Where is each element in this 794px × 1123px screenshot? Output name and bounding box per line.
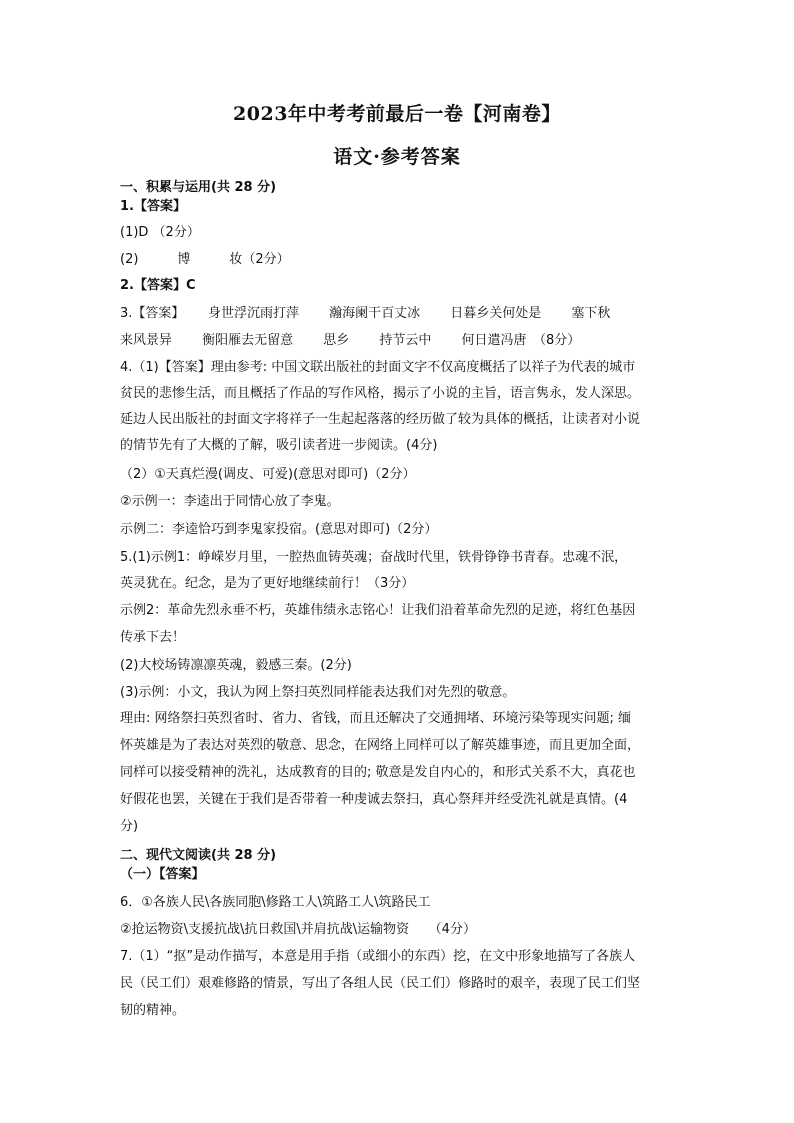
- answer-line: 民（民工们）艰难修路的情景，写出了各组人民（民工们）修路时的艰辛，表现了民工们坚: [120, 976, 641, 991]
- document-subtitle: 语文·参考答案: [333, 146, 461, 168]
- answer-line: 示例二：李逵恰巧到李鬼家投宿。(意思对即可)（2分）: [120, 522, 438, 537]
- document-title: 2023年中考考前最后一卷【河南卷】: [233, 103, 561, 125]
- answer-line: (1)D （2分）: [120, 225, 200, 240]
- answer-line: 韧的精神。: [120, 1003, 186, 1018]
- answer-label: 1.【答案】: [120, 199, 186, 214]
- answer-line: 3.【答案】 身世浮沉雨打萍 瀚海阑干百丈冰 日暮乡关何处是 塞下秋: [120, 306, 611, 321]
- answer-line: 同样可以接受精神的洗礼，达成教育的目的; 敬意是发自内心的，和形式关系不大，真花也: [120, 765, 636, 780]
- answer-line: 来风景异 衡阳雁去无留意 思乡 持节云中 何日遣冯唐 （8分）: [120, 333, 581, 348]
- answer-line: 示例2：革命先烈永垂不朽，英雄伟绩永志铭心！让我们沿着革命先烈的足迹，将红色基因: [120, 603, 636, 618]
- answer-line: 延边人民出版社的封面文字将祥子一生起起落落的经历做了较为具体的概括，让读者对小说: [120, 412, 641, 427]
- answer-line: 怀英雄是为了表达对英烈的敬意、思念，在网络上同样可以了解英雄事迹，而且更加全面，: [120, 738, 641, 753]
- answer-label: （一）【答案】: [120, 867, 205, 882]
- answer-line: (2) 博 妆（2分）: [120, 252, 290, 267]
- answer-line: 5.(1)示例1：峥嵘岁月里，一腔热血铸英魂；奋战时代里，铁骨铮铮书青春。忠魂不泯，: [120, 550, 628, 565]
- answer-line: 贫民的悲惨生活，而且概括了作品的写作风格，揭示了小说的主旨，语言隽永，发人深思。: [120, 386, 641, 401]
- answer-line: 传承下去！: [120, 630, 186, 645]
- answer-line: 6．①各族人民\各族同胞\修路工人\筑路工人\筑路民工: [120, 895, 431, 910]
- answer-line: 理由: 网络祭扫英烈省时、省力、省钱，而且还解决了交通拥堵、环境污染等现实问题; 缅: [120, 711, 632, 726]
- answer-line: 2.【答案】C: [120, 278, 196, 293]
- answer-line: 7.（1）“抠”是动作描写，本意是用手指（或细小的东西）挖，在文中形象地描写了各族人: [120, 949, 636, 964]
- answer-line: 的情节先有了大概的了解，吸引读者进一步阅读。(4分): [120, 438, 438, 453]
- answer-line: (3)示例：小文，我认为网上祭扫英烈同样能表达我们对先烈的敬意。: [120, 685, 516, 700]
- answer-line: 好假花也罢，关键在于我们是否带着一种虔诚去祭扫，真心祭拜并经受洗礼就是真情。(4: [120, 792, 628, 807]
- answer-line: （2）①天真烂漫(调皮、可爱)(意思对即可)（2分）: [120, 467, 416, 482]
- answer-line: 英灵犹在。纪念，是为了更好地继续前行！（3分）: [120, 576, 415, 591]
- answer-line: (2)大校场铸凛凛英魂，毅感三秦。(2分): [120, 658, 352, 673]
- answer-line: 4.（1)【答案】理由参考: 中国文联出版社的封面文字不仅高度概括了以祥子为代表的城市: [120, 360, 636, 375]
- section-heading-1: 一、积累与运用(共 28 分): [120, 180, 277, 195]
- answer-line: ②示例一：李逵出于同情心放了李鬼。: [120, 494, 340, 509]
- answer-line: ②抢运物资\支援抗战\抗日救国\并肩抗战\运输物资 （4分）: [120, 922, 476, 937]
- answer-line: 分): [120, 819, 139, 834]
- section-heading-2: 二、现代文阅读(共 28 分): [120, 848, 277, 863]
